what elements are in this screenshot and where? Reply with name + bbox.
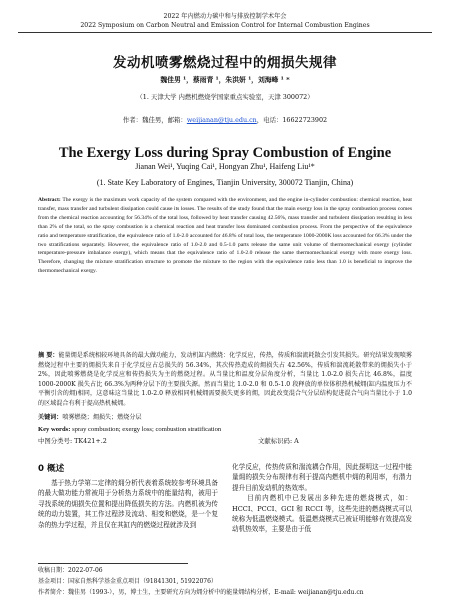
journal-header-line2: 2022 Symposium on Carbon Neutral and Emission Control for Internal Combustion Engines (80, 22, 370, 29)
zh-keywords-label: 关键词： (38, 414, 63, 421)
zh-abstract-label: 摘 要： (38, 352, 59, 359)
en-keywords-label: Key words: (38, 426, 71, 433)
english-keywords (38, 425, 412, 435)
chinese-authors: 魏佳男 ¹，蔡雨青 ¹，朱洪妍 ¹，刘海峰 ¹ * (160, 76, 290, 84)
zh-abstract-text: 能量㶲是系统相较环境具备的最大做功能力，发动机缸内燃烧：化学反应，传热，传质和湍流耗散会引发其损失。研究结果发现喷雾燃烧过程中主要的㶲损失来自于化学反应占总损失的 56.34%，其次传热造成的㶲损失占 42.56%，传质和湍流耗散带来的㶲损失小于 2%，因此喷雾燃烧是化学反应和传热损失为主的燃烧过程。从当量比和温度分层角度分析，当量比 1.0-2.0 损失占比 46.8%，温度 1000-2000K 损失占比 66.3%为两种分层下的主要损失源。然而当量比 1.0-2.0 和 0.5-1.0 段释放的单位体积热机械㶲(缸内温度压力不平衡引含的㶲)相同，这意味这当量比 1.0-2.0 释放相同机械㶲需要损失更多的㶲，因此改变混合气分层结构促进混合气向当量比小于 1.0 的区域混合有利于提高热机械㶲。 (38, 352, 413, 407)
abstract-text: The exergy is the maximum work capacity of the system compared with the environment, and the engine in-cylinder combustion: chemical reaction, heat transfer, mass transfer and turbulent dissipation could cause its losses. The results of the study found that the main exergy loss in the spray combustion process comes from the chemical reaction accounting for 56.34% of the total loss, followed by heat transfer causing 42.56%, mass transfer and turbulent dissipation resulting in less than 2% of the total, so the spray combustion is a chemical reaction and heat transfer loss dominated combustion process. From the perspective of the equivalence ratio and temperature stratification, the equivalence ratio of 1.0-2.0 accounted for 46.8% of total loss, the temperature 1000-2000K loss accounted for 66.3% under the two stratifications separately. However, the equivalence ratio of 1.0-2.0 and 0.5-1.0 parts release the same unit volume of thermomechanical exergy (cylinder temperature-pressure imbalance exergy), which means that the equivalence ratio of 1.0-2.0 release the same thermomechanical exergy with more exergy loss. Therefore, changing the mixture stratification structure to promote the mixture to the region with the equivalence ratio less than 1.0 is beneficial to improve the thermomechanical exergy. (38, 197, 412, 275)
chinese-title: 发动机喷雾燃烧过程中的㶲损失规律 (113, 55, 337, 71)
en-keywords: spray combustion; exergy loss; combustion stratification (72, 426, 222, 433)
journal-header-line1: 2022 年内燃动力碳中和与排放控制学术年会 (163, 13, 287, 20)
fund-info: 基金项目：国家自然科学基金重点项目（91841301, 51922076） (38, 578, 217, 585)
document-code: 文献标识码: A (258, 437, 299, 445)
chinese-keywords (38, 413, 412, 423)
english-abstract (38, 196, 412, 276)
contact-prefix: 作者：魏佳男，邮箱： (122, 116, 187, 124)
chinese-affiliation: （1. 天津大学 内燃机燃烧学国家重点实验室，天津 300072） (136, 93, 314, 101)
body-column-right: 化学反应，传热传质和湍流耦合作用，因此探明这一过程中能量㶲的损失分布规律有利于提高内燃机中㶲的利用率，有潜力提升目前发动机的热效率。 目前内燃机中已发展出多种先进的燃烧模式，如：HCCI、PCCI、GCI 和 RCCI 等，这些先进的燃烧模式可以统称为低温燃烧模式。低温燃烧模式已被证明能够有效提高发动机热效率，主要是由于低 (232, 463, 412, 534)
author-contact (0, 116, 450, 124)
contact-suffix: ，电话：16622723902 (256, 116, 328, 124)
clc-number: 中图分类号: TK421+.2 (38, 437, 107, 445)
english-affiliation: (1. State Key Laboratory of Engines, Tianjin University, 300072 Tianjin, China) (96, 178, 354, 187)
author-bio: 作者简介：魏佳男（1993-），男，博士生，主要研究方向为㶲分析中的能量㶲结构分析，E-mail: weijianan@tju.edu.cn (38, 589, 364, 596)
body-column-left: 基于热力学第二定律的㶲分析代表着系统较参考环境具备的最大做功能力常被用于分析热力系统中的能量结构，被用于寻找系统的㶲损失位置和提出降低损失的方法。内燃机被为传统的动力装置，其工作过程涉及流动、相变和燃烧，是一个复杂的热力学过程，并且仅在其缸内的燃烧过程就涉及到 (38, 479, 218, 529)
chinese-abstract (38, 351, 412, 409)
english-authors: Jianan Wei¹, Yuqing Cai¹, Hongyan Zhu¹, Haifeng Liu¹* (135, 162, 315, 171)
footnote-divider (38, 563, 188, 564)
received-date: 收稿日期：2022-07-06 (38, 567, 103, 574)
zh-keywords: 喷雾燃烧；㶲损失；燃烧分层 (62, 414, 142, 421)
section-heading: 0 概述 (38, 464, 65, 474)
email-link[interactable]: weijianan@tju.edu.cn (186, 116, 257, 124)
abstract-label: Abstract: (38, 197, 61, 203)
header-divider (18, 32, 432, 33)
english-title: The Exergy Loss during Spray Combustion of Engine (58, 145, 392, 161)
